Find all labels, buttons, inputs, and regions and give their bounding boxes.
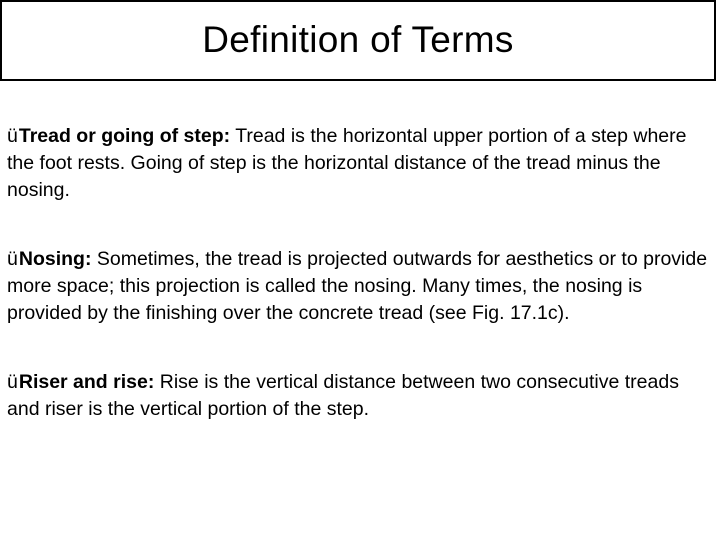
term-item-tread <box>7 123 715 204</box>
term-name: Riser and rise: <box>18 371 155 393</box>
checkmark-icon: ü <box>7 371 18 393</box>
slide-title: Definition of Terms <box>202 18 514 60</box>
checkmark-icon: ü <box>7 248 18 270</box>
term-item-riser <box>7 369 715 423</box>
checkmark-icon: ü <box>7 125 18 147</box>
term-definition: Tread is the horizontal upper portion of a step where the foot rests. Going of step is the horizontal distance of the tread minus the nosing. <box>7 125 687 201</box>
terms-list <box>7 123 715 465</box>
term-name: Nosing: <box>18 248 92 270</box>
term-name: Tread or going of step: <box>18 125 231 147</box>
title-box <box>0 0 716 81</box>
term-definition: Sometimes, the tread is projected outwards for aesthetics or to provide more space; this projection is called the nosing. Many times, the nosing is provided by the finishing over the concrete tread (see Fig. 17.1c). <box>7 248 708 324</box>
term-item-nosing <box>7 246 715 327</box>
term-definition: Rise is the vertical distance between two consecutive treads and riser is the vertical portion of the step. <box>7 371 679 420</box>
